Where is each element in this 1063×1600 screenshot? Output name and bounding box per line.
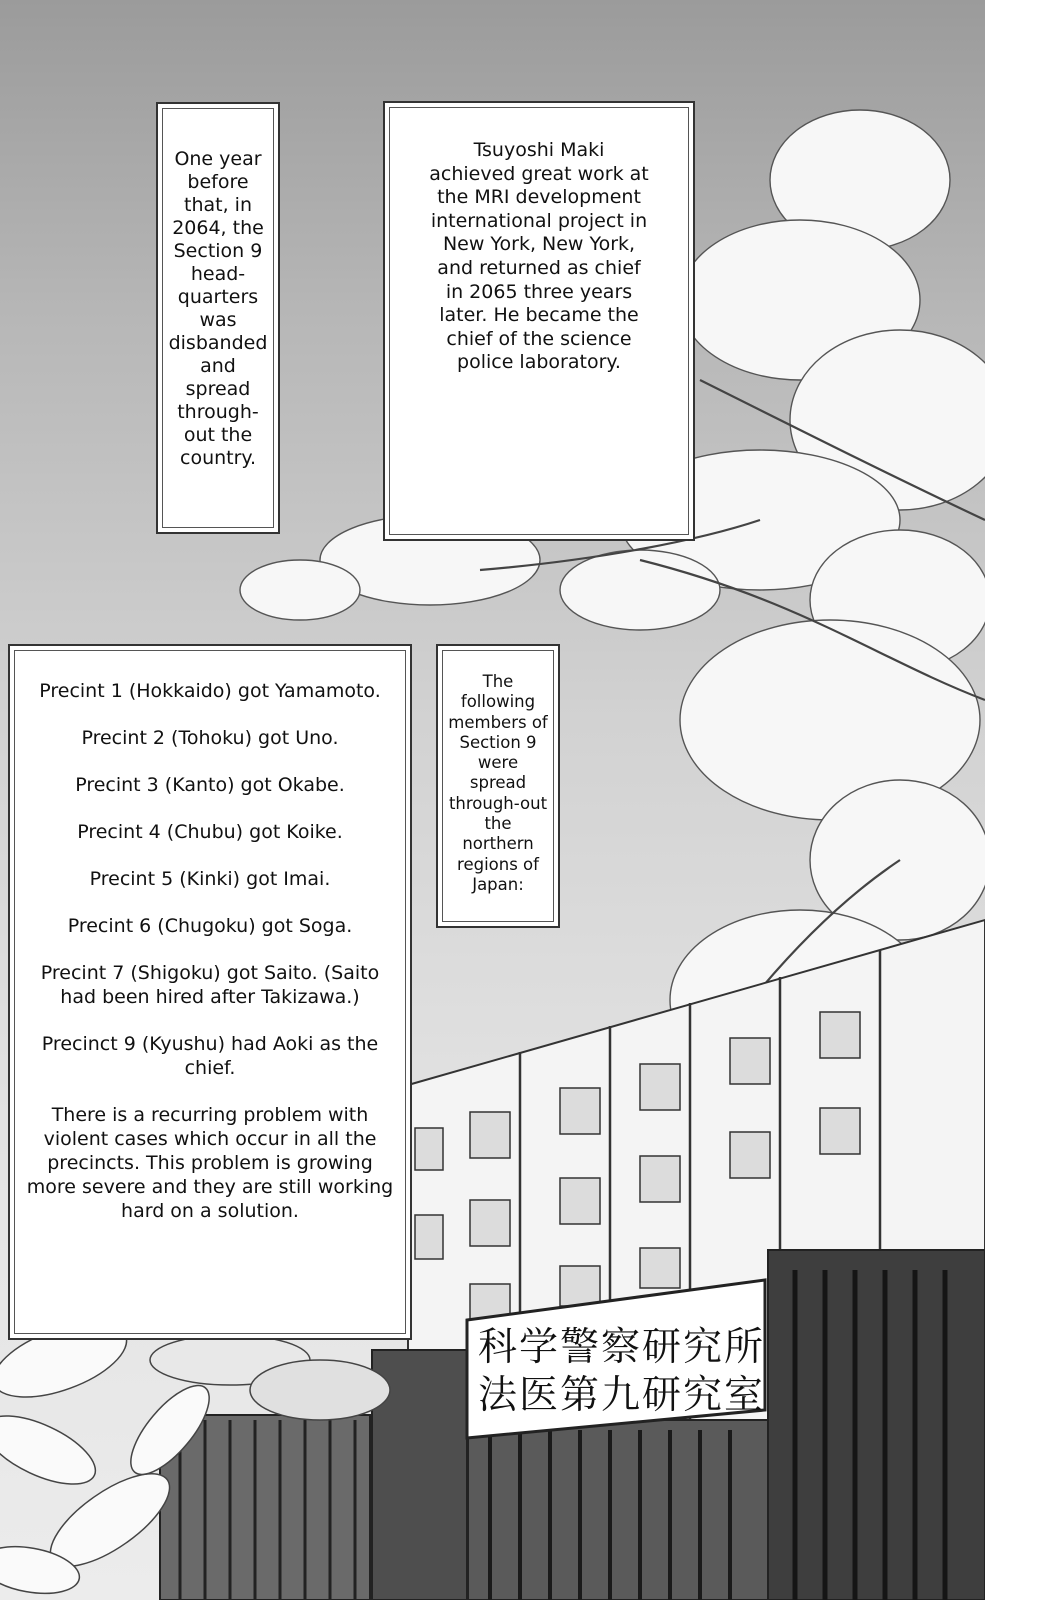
precinct-line: Precint 7 (Shigoku) got Saito. (Saito had been hired after Takizawa.) bbox=[40, 962, 380, 1008]
caption-box-1 bbox=[156, 102, 280, 534]
precinct-line: Precint 3 (Kanto) got Okabe. bbox=[75, 774, 345, 796]
caption-box-2 bbox=[383, 101, 695, 541]
caption-text: One year before that, in 2064, the Section 9 head-quarters was disbanded and spread through-out the country. bbox=[168, 148, 268, 469]
precinct-line: Precint 1 (Hokkaido) got Yamamoto. bbox=[39, 680, 381, 702]
sign-line-2: 法医第九研究室 bbox=[478, 1373, 766, 1418]
precinct-line: Precinct 9 (Kyushu) had Aoki as the chief. bbox=[41, 1033, 379, 1079]
caption-box-precincts bbox=[8, 644, 412, 1340]
precinct-line: Precint 4 (Chubu) got Koike. bbox=[77, 821, 343, 843]
caption-box-4 bbox=[436, 644, 560, 928]
sign-line-1: 科学警察研究所 bbox=[478, 1325, 766, 1370]
summary-paragraph: There is a recurring problem with violent cases which occur in all the precincts. This problem is growing more severe and they are still working hard on a solution. bbox=[26, 1104, 394, 1222]
caption-text: The following members of Section 9 were spread through-out the northern regions of Japan: bbox=[448, 672, 548, 894]
page-margin bbox=[985, 0, 1063, 1600]
precinct-line: Precint 5 (Kinki) got Imai. bbox=[89, 868, 331, 890]
precinct-line: Precint 6 (Chugoku) got Soga. bbox=[67, 915, 353, 937]
caption-text: Tsuyoshi Maki achieved great work at the MRI development international project in New York, New York, and returned as chief in 2065 three years later. He became the chief of the science police laboratory. bbox=[429, 139, 649, 374]
precinct-line: Precint 2 (Tohoku) got Uno. bbox=[81, 727, 339, 749]
